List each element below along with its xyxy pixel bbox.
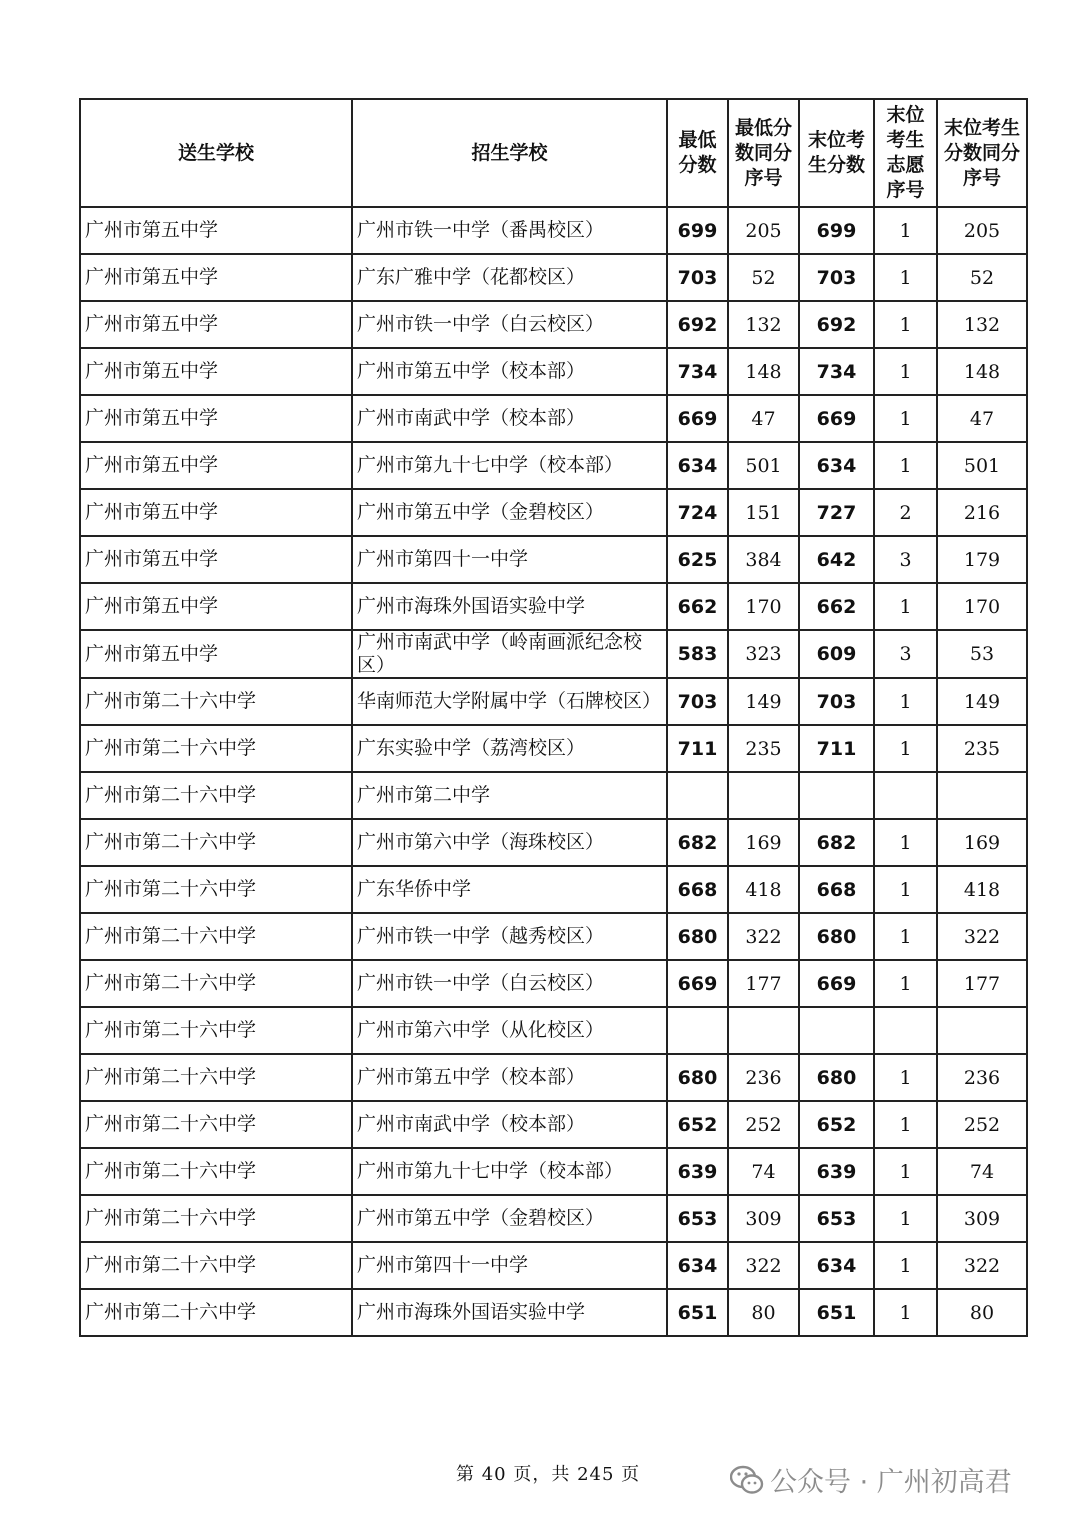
cell-min-score: 680 bbox=[667, 1054, 728, 1101]
cell-receiver-school: 广州市第五中学（校本部） bbox=[352, 1054, 667, 1101]
cell-last-pref: 2 bbox=[874, 489, 937, 536]
table-row bbox=[80, 866, 1027, 913]
cell-sender-school: 广州市第五中学 bbox=[80, 630, 352, 678]
cell-last-score: 668 bbox=[799, 866, 874, 913]
cell-sender-school: 广州市第五中学 bbox=[80, 583, 352, 630]
cell-last-rank: 216 bbox=[937, 489, 1027, 536]
cell-receiver-school: 广州市南武中学（校本部） bbox=[352, 1101, 667, 1148]
cell-last-rank: 177 bbox=[937, 960, 1027, 1007]
cell-last-score: 669 bbox=[799, 960, 874, 1007]
cell-min-score: 669 bbox=[667, 960, 728, 1007]
cell-min-score bbox=[667, 1007, 728, 1054]
cell-last-pref: 1 bbox=[874, 254, 937, 301]
cell-min-rank: 74 bbox=[728, 1148, 799, 1195]
cell-sender-school: 广州市第二十六中学 bbox=[80, 1242, 352, 1289]
cell-last-pref: 1 bbox=[874, 395, 937, 442]
cell-min-rank: 151 bbox=[728, 489, 799, 536]
cell-receiver-school: 广州市第五中学（金碧校区） bbox=[352, 1195, 667, 1242]
cell-last-score: 662 bbox=[799, 583, 874, 630]
cell-last-rank: 169 bbox=[937, 819, 1027, 866]
cell-sender-school: 广州市第五中学 bbox=[80, 254, 352, 301]
cell-last-score: 634 bbox=[799, 1242, 874, 1289]
cell-min-score: 634 bbox=[667, 442, 728, 489]
cell-receiver-school: 广州市海珠外国语实验中学 bbox=[352, 1289, 667, 1336]
cell-min-score: 668 bbox=[667, 866, 728, 913]
cell-last-rank: 501 bbox=[937, 442, 1027, 489]
table-row bbox=[80, 678, 1027, 725]
cell-sender-school: 广州市第二十六中学 bbox=[80, 1101, 352, 1148]
cell-sender-school: 广州市第二十六中学 bbox=[80, 819, 352, 866]
cell-sender-school: 广州市第二十六中学 bbox=[80, 1054, 352, 1101]
cell-min-score: 583 bbox=[667, 630, 728, 678]
cell-receiver-school: 广州市第六中学（从化校区） bbox=[352, 1007, 667, 1054]
table-row bbox=[80, 489, 1027, 536]
cell-receiver-school: 广州市第五中学（校本部） bbox=[352, 348, 667, 395]
cell-last-rank bbox=[937, 1007, 1027, 1054]
cell-sender-school: 广州市第二十六中学 bbox=[80, 725, 352, 772]
cell-last-pref: 1 bbox=[874, 301, 937, 348]
cell-last-pref: 1 bbox=[874, 1054, 937, 1101]
cell-sender-school: 广州市第二十六中学 bbox=[80, 1148, 352, 1195]
cell-sender-school: 广州市第二十六中学 bbox=[80, 960, 352, 1007]
cell-receiver-school: 广州市南武中学（岭南画派纪念校区） bbox=[352, 630, 667, 678]
cell-min-rank: 418 bbox=[728, 866, 799, 913]
cell-receiver-school: 广州市第四十一中学 bbox=[352, 536, 667, 583]
cell-receiver-school: 广州市第四十一中学 bbox=[352, 1242, 667, 1289]
cell-min-score: 651 bbox=[667, 1289, 728, 1336]
header-min-score: 最低 分数 bbox=[667, 99, 728, 207]
cell-min-score: 703 bbox=[667, 254, 728, 301]
cell-receiver-school: 广州市第五中学（金碧校区） bbox=[352, 489, 667, 536]
cell-min-rank: 205 bbox=[728, 207, 799, 254]
cell-last-pref: 1 bbox=[874, 207, 937, 254]
cell-last-pref: 3 bbox=[874, 536, 937, 583]
cell-receiver-school: 广州市铁一中学（越秀校区） bbox=[352, 913, 667, 960]
cell-min-score: 682 bbox=[667, 819, 728, 866]
cell-min-rank: 235 bbox=[728, 725, 799, 772]
cell-last-pref: 1 bbox=[874, 725, 937, 772]
cell-sender-school: 广州市第五中学 bbox=[80, 442, 352, 489]
cell-last-pref: 1 bbox=[874, 1242, 937, 1289]
table-row bbox=[80, 725, 1027, 772]
cell-min-score: 734 bbox=[667, 348, 728, 395]
cell-min-rank bbox=[728, 772, 799, 819]
cell-last-pref bbox=[874, 1007, 937, 1054]
cell-sender-school: 广州市第五中学 bbox=[80, 301, 352, 348]
cell-last-score: 651 bbox=[799, 1289, 874, 1336]
cell-min-score: 699 bbox=[667, 207, 728, 254]
cell-last-score: 727 bbox=[799, 489, 874, 536]
cell-last-rank bbox=[937, 772, 1027, 819]
cell-last-score: 734 bbox=[799, 348, 874, 395]
table-row bbox=[80, 1242, 1027, 1289]
cell-min-rank: 169 bbox=[728, 819, 799, 866]
cell-last-pref: 1 bbox=[874, 442, 937, 489]
cell-last-score: 682 bbox=[799, 819, 874, 866]
cell-min-rank: 80 bbox=[728, 1289, 799, 1336]
table-row bbox=[80, 536, 1027, 583]
cell-sender-school: 广州市第二十六中学 bbox=[80, 866, 352, 913]
table-row bbox=[80, 301, 1027, 348]
cell-last-rank: 236 bbox=[937, 1054, 1027, 1101]
cell-last-score: 652 bbox=[799, 1101, 874, 1148]
cell-min-score: 634 bbox=[667, 1242, 728, 1289]
cell-min-rank: 323 bbox=[728, 630, 799, 678]
cell-sender-school: 广州市第二十六中学 bbox=[80, 678, 352, 725]
cell-last-pref: 3 bbox=[874, 630, 937, 678]
table-body bbox=[80, 207, 1027, 1336]
cell-last-score: 692 bbox=[799, 301, 874, 348]
cell-sender-school: 广州市第五中学 bbox=[80, 207, 352, 254]
table-row bbox=[80, 1195, 1027, 1242]
table-row bbox=[80, 630, 1027, 678]
cell-last-rank: 309 bbox=[937, 1195, 1027, 1242]
table-row bbox=[80, 1054, 1027, 1101]
cell-min-score: 639 bbox=[667, 1148, 728, 1195]
cell-receiver-school: 广东广雅中学（花都校区） bbox=[352, 254, 667, 301]
cell-last-rank: 148 bbox=[937, 348, 1027, 395]
cell-min-rank: 309 bbox=[728, 1195, 799, 1242]
cell-last-pref: 1 bbox=[874, 960, 937, 1007]
header-last-pref: 末位 考生 志愿 序号 bbox=[874, 99, 937, 207]
cell-receiver-school: 广州市第九十七中学（校本部） bbox=[352, 442, 667, 489]
cell-last-score: 703 bbox=[799, 254, 874, 301]
header-last-score: 末位考 生分数 bbox=[799, 99, 874, 207]
cell-min-score: 652 bbox=[667, 1101, 728, 1148]
cell-min-rank: 132 bbox=[728, 301, 799, 348]
admission-table bbox=[79, 98, 1028, 1337]
cell-last-pref: 1 bbox=[874, 1195, 937, 1242]
table-row bbox=[80, 442, 1027, 489]
cell-last-score: 669 bbox=[799, 395, 874, 442]
cell-sender-school: 广州市第二十六中学 bbox=[80, 1007, 352, 1054]
cell-min-rank: 52 bbox=[728, 254, 799, 301]
cell-last-rank: 322 bbox=[937, 1242, 1027, 1289]
cell-last-rank: 235 bbox=[937, 725, 1027, 772]
wechat-icon bbox=[730, 1465, 764, 1495]
table-row bbox=[80, 348, 1027, 395]
cell-last-rank: 179 bbox=[937, 536, 1027, 583]
cell-last-rank: 132 bbox=[937, 301, 1027, 348]
cell-last-pref bbox=[874, 772, 937, 819]
cell-min-rank: 322 bbox=[728, 913, 799, 960]
cell-sender-school: 广州市第五中学 bbox=[80, 348, 352, 395]
cell-min-score: 669 bbox=[667, 395, 728, 442]
cell-min-rank: 322 bbox=[728, 1242, 799, 1289]
cell-min-rank: 501 bbox=[728, 442, 799, 489]
cell-min-score bbox=[667, 772, 728, 819]
cell-receiver-school: 广东华侨中学 bbox=[352, 866, 667, 913]
table-row bbox=[80, 1148, 1027, 1195]
cell-receiver-school: 广州市海珠外国语实验中学 bbox=[352, 583, 667, 630]
cell-last-score: 680 bbox=[799, 1054, 874, 1101]
cell-receiver-school: 广州市铁一中学（番禺校区） bbox=[352, 207, 667, 254]
cell-last-rank: 80 bbox=[937, 1289, 1027, 1336]
cell-sender-school: 广州市第二十六中学 bbox=[80, 913, 352, 960]
cell-receiver-school: 广州市南武中学（校本部） bbox=[352, 395, 667, 442]
table-row bbox=[80, 1007, 1027, 1054]
cell-sender-school: 广州市第五中学 bbox=[80, 395, 352, 442]
cell-last-score: 609 bbox=[799, 630, 874, 678]
table-row bbox=[80, 819, 1027, 866]
table-row bbox=[80, 207, 1027, 254]
table-row bbox=[80, 583, 1027, 630]
cell-last-rank: 52 bbox=[937, 254, 1027, 301]
cell-receiver-school: 华南师范大学附属中学（石牌校区） bbox=[352, 678, 667, 725]
cell-last-pref: 1 bbox=[874, 913, 937, 960]
cell-last-pref: 1 bbox=[874, 348, 937, 395]
cell-sender-school: 广州市第五中学 bbox=[80, 489, 352, 536]
cell-receiver-school: 广州市第六中学（海珠校区） bbox=[352, 819, 667, 866]
cell-last-pref: 1 bbox=[874, 819, 937, 866]
cell-last-rank: 149 bbox=[937, 678, 1027, 725]
table-row bbox=[80, 960, 1027, 1007]
cell-min-rank bbox=[728, 1007, 799, 1054]
header-receiver-school: 招生学校 bbox=[352, 99, 667, 207]
table-row bbox=[80, 772, 1027, 819]
cell-last-rank: 252 bbox=[937, 1101, 1027, 1148]
cell-last-pref: 1 bbox=[874, 866, 937, 913]
header-sender-school: 送生学校 bbox=[80, 99, 352, 207]
cell-receiver-school: 广州市铁一中学（白云校区） bbox=[352, 960, 667, 1007]
cell-min-score: 703 bbox=[667, 678, 728, 725]
cell-min-score: 680 bbox=[667, 913, 728, 960]
header-min-rank: 最低分 数同分 序号 bbox=[728, 99, 799, 207]
cell-last-rank: 322 bbox=[937, 913, 1027, 960]
cell-sender-school: 广州市第五中学 bbox=[80, 536, 352, 583]
watermark bbox=[730, 1460, 1012, 1499]
cell-last-score: 639 bbox=[799, 1148, 874, 1195]
cell-last-score: 653 bbox=[799, 1195, 874, 1242]
cell-last-rank: 74 bbox=[937, 1148, 1027, 1195]
cell-min-rank: 252 bbox=[728, 1101, 799, 1148]
cell-sender-school: 广州市第二十六中学 bbox=[80, 1195, 352, 1242]
cell-sender-school: 广州市第二十六中学 bbox=[80, 772, 352, 819]
cell-sender-school: 广州市第二十六中学 bbox=[80, 1289, 352, 1336]
cell-last-pref: 1 bbox=[874, 1101, 937, 1148]
table-row bbox=[80, 254, 1027, 301]
cell-last-pref: 1 bbox=[874, 583, 937, 630]
table-row bbox=[80, 395, 1027, 442]
cell-last-pref: 1 bbox=[874, 678, 937, 725]
cell-last-pref: 1 bbox=[874, 1289, 937, 1336]
cell-last-score: 680 bbox=[799, 913, 874, 960]
cell-min-score: 692 bbox=[667, 301, 728, 348]
table-row bbox=[80, 1101, 1027, 1148]
cell-min-score: 625 bbox=[667, 536, 728, 583]
page-number: 第 40 页，共 245 页 bbox=[456, 1464, 641, 1485]
cell-last-score: 642 bbox=[799, 536, 874, 583]
cell-min-rank: 148 bbox=[728, 348, 799, 395]
cell-last-rank: 53 bbox=[937, 630, 1027, 678]
cell-min-rank: 236 bbox=[728, 1054, 799, 1101]
header-last-rank: 末位考生 分数同分 序号 bbox=[937, 99, 1027, 207]
cell-last-pref: 1 bbox=[874, 1148, 937, 1195]
cell-last-score: 699 bbox=[799, 207, 874, 254]
cell-receiver-school: 广州市第二中学 bbox=[352, 772, 667, 819]
cell-last-score: 634 bbox=[799, 442, 874, 489]
cell-receiver-school: 广州市铁一中学（白云校区） bbox=[352, 301, 667, 348]
cell-min-score: 653 bbox=[667, 1195, 728, 1242]
cell-last-score bbox=[799, 772, 874, 819]
cell-receiver-school: 广州市第九十七中学（校本部） bbox=[352, 1148, 667, 1195]
cell-last-score: 711 bbox=[799, 725, 874, 772]
cell-min-score: 711 bbox=[667, 725, 728, 772]
cell-last-rank: 170 bbox=[937, 583, 1027, 630]
watermark-text: 公众号 · 广州初高君 bbox=[770, 1467, 1012, 1498]
cell-last-rank: 205 bbox=[937, 207, 1027, 254]
cell-last-rank: 47 bbox=[937, 395, 1027, 442]
cell-min-rank: 149 bbox=[728, 678, 799, 725]
cell-min-rank: 384 bbox=[728, 536, 799, 583]
cell-receiver-school: 广东实验中学（荔湾校区） bbox=[352, 725, 667, 772]
table-row bbox=[80, 913, 1027, 960]
cell-min-rank: 47 bbox=[728, 395, 799, 442]
cell-last-score: 703 bbox=[799, 678, 874, 725]
table-row bbox=[80, 1289, 1027, 1336]
cell-min-rank: 177 bbox=[728, 960, 799, 1007]
cell-min-score: 724 bbox=[667, 489, 728, 536]
cell-last-score bbox=[799, 1007, 874, 1054]
cell-min-rank: 170 bbox=[728, 583, 799, 630]
header-row bbox=[80, 99, 1027, 207]
cell-min-score: 662 bbox=[667, 583, 728, 630]
cell-last-rank: 418 bbox=[937, 866, 1027, 913]
